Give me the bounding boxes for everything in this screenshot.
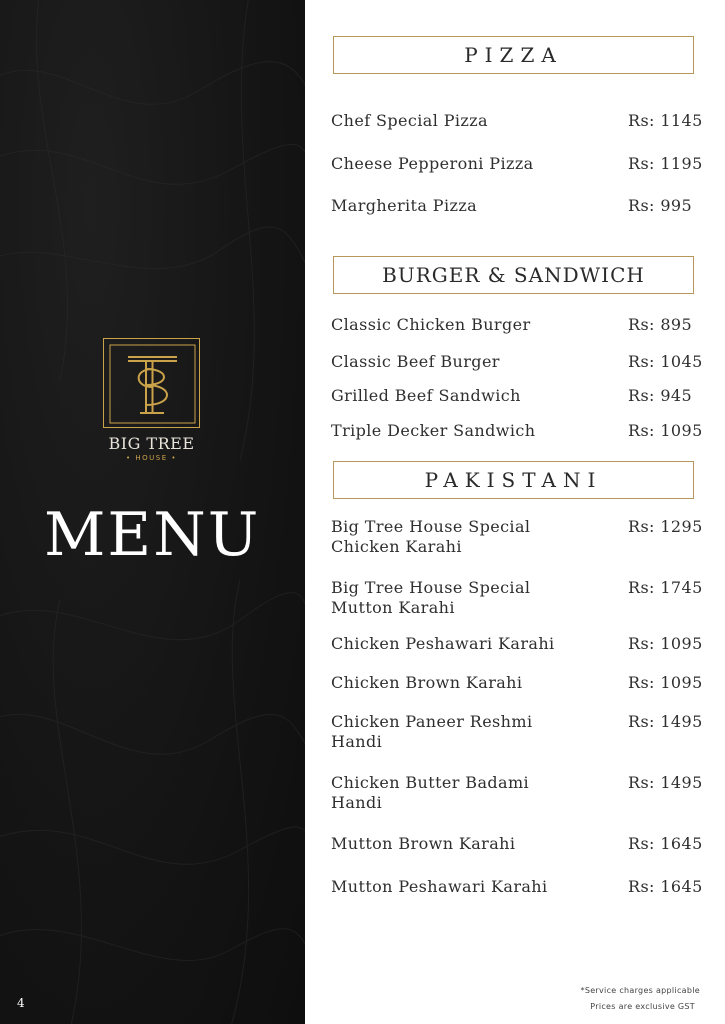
item-name: Mutton Brown Karahi [331, 834, 516, 853]
item-name: Classic Beef Burger [331, 352, 500, 371]
item-name: Big Tree House Special Mutton Karahi [331, 578, 531, 617]
item-name: Triple Decker Sandwich [331, 421, 536, 440]
item-price: Rs: 1645 [628, 834, 703, 853]
item-name: Chef Special Pizza [331, 111, 488, 130]
brand-logo [103, 338, 200, 464]
section-header-pizza: PIZZA [333, 36, 694, 74]
item-price: Rs: 945 [628, 386, 693, 405]
item-name: Chicken Butter Badami Handi [331, 773, 530, 812]
gst-note: Prices are exclusive GST [590, 1002, 695, 1011]
item-name: Big Tree House Special Chicken Karahi [331, 517, 531, 556]
item-name: Cheese Pepperoni Pizza [331, 154, 534, 173]
page-number: 4 [17, 996, 25, 1010]
section-header-burger: BURGER & SANDWICH [333, 256, 694, 294]
item-price: Rs: 995 [628, 196, 693, 215]
item-price: Rs: 1645 [628, 877, 703, 896]
item-name: Classic Chicken Burger [331, 315, 531, 334]
item-price: Rs: 1495 [628, 773, 703, 792]
item-price: Rs: 1495 [628, 712, 703, 731]
item-price: Rs: 895 [628, 315, 693, 334]
item-price: Rs: 1095 [628, 634, 703, 653]
item-price: Rs: 1295 [628, 517, 703, 536]
item-name: Margherita Pizza [331, 196, 478, 215]
item-name: Grilled Beef Sandwich [331, 386, 521, 405]
item-name: Chicken Paneer Reshmi Handi [331, 712, 533, 751]
item-price: Rs: 1745 [628, 578, 703, 597]
service-charge-note: *Service charges applicable [580, 986, 700, 995]
logo-frame [103, 338, 200, 428]
section-header-pakistani: PAKISTANI [333, 461, 694, 499]
menu-title: MENU [44, 500, 261, 570]
monogram-icon [104, 339, 201, 429]
item-name: Chicken Brown Karahi [331, 673, 523, 692]
brand-subtitle: • HOUSE • [126, 454, 177, 462]
item-name: Mutton Peshawari Karahi [331, 877, 548, 896]
item-name: Chicken Peshawari Karahi [331, 634, 555, 653]
item-price: Rs: 1095 [628, 421, 703, 440]
item-price: Rs: 1145 [628, 111, 703, 130]
item-price: Rs: 1095 [628, 673, 703, 692]
brand-name: BIG TREE [108, 434, 195, 453]
cover-panel [0, 0, 305, 1024]
item-price: Rs: 1045 [628, 352, 703, 371]
item-price: Rs: 1195 [628, 154, 703, 173]
